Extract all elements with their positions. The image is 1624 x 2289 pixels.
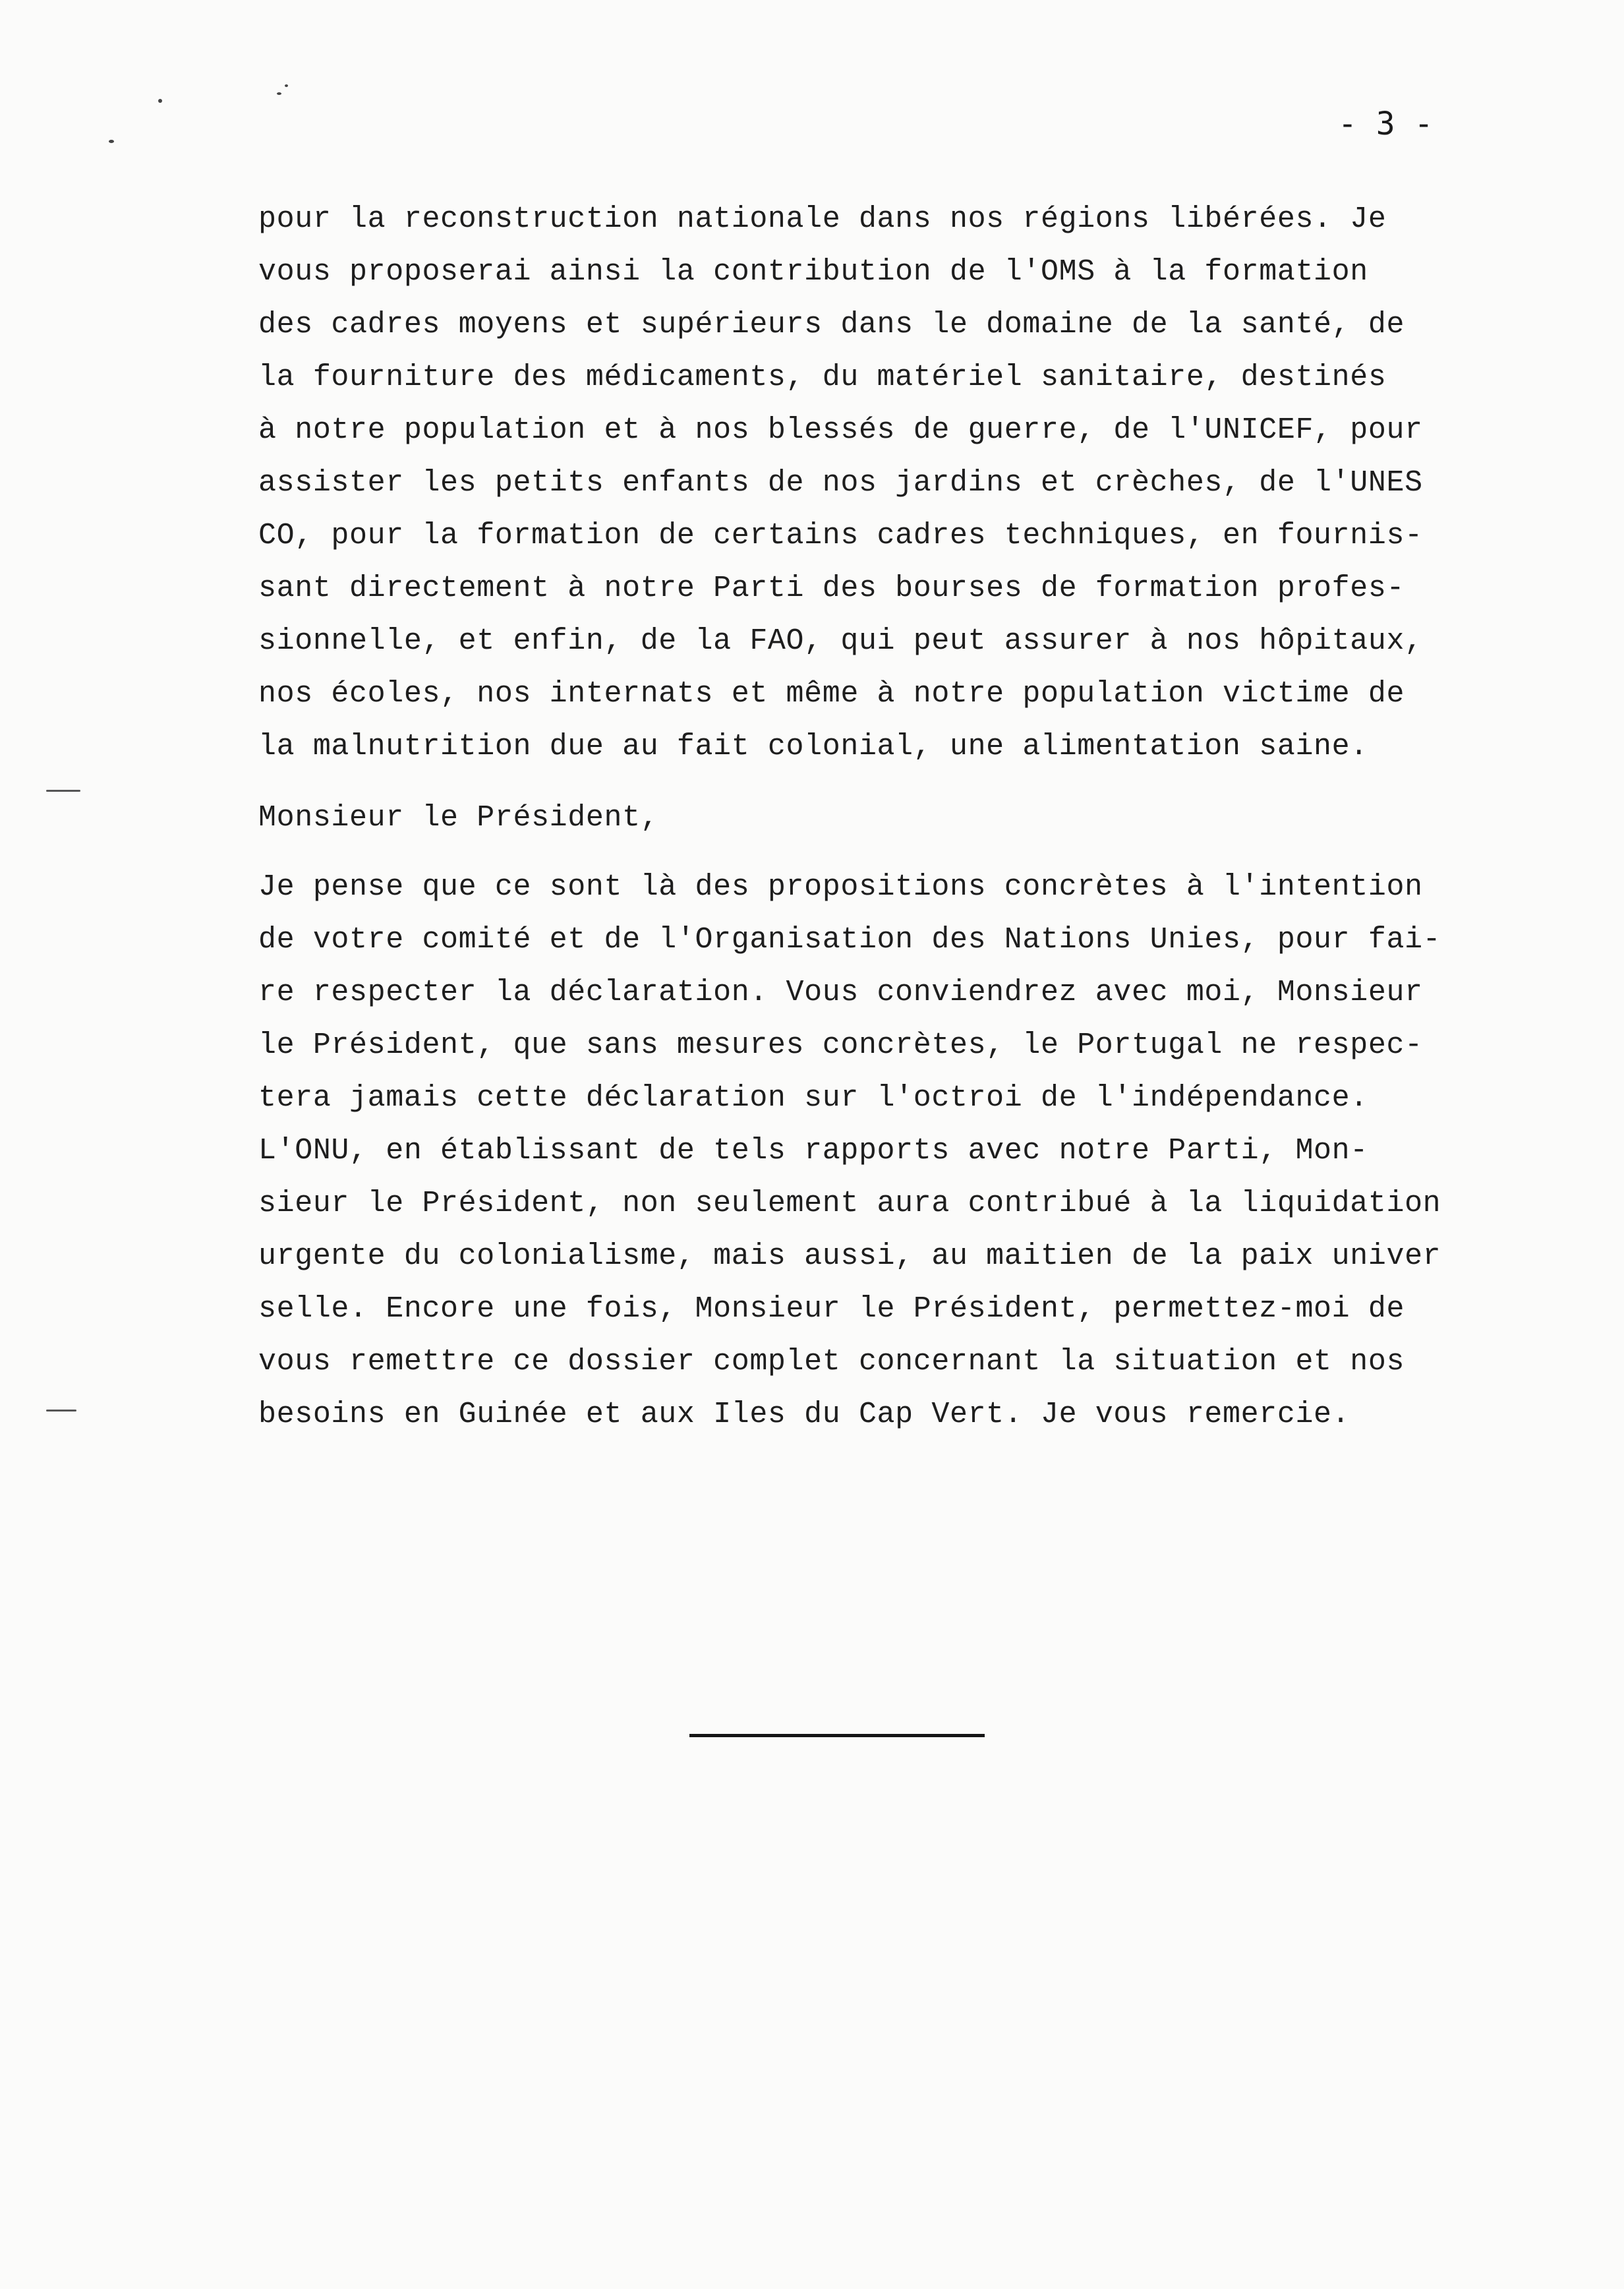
body-line: assister les petits enfants de nos jardins et crèches, de l'UNES	[258, 466, 1423, 500]
scan-speck	[285, 84, 288, 87]
body-line: re respecter la déclaration. Vous conviendrez avec moi, Monsieur	[258, 976, 1423, 1009]
scan-speck	[158, 99, 162, 103]
body-line: à notre population et à nos blessés de guerre, de l'UNICEF, pour	[258, 413, 1423, 447]
body-line: tera jamais cette déclaration sur l'octroi de l'indépendance.	[258, 1081, 1368, 1115]
body-line: sionnelle, et enfin, de la FAO, qui peut assurer à nos hôpitaux,	[258, 624, 1423, 658]
closing-rule	[689, 1734, 985, 1737]
body-line: nos écoles, nos internats et même à notre population victime de	[258, 677, 1405, 711]
body-line: vous proposerai ainsi la contribution de l'OMS à la formation	[258, 255, 1368, 289]
body-line: L'ONU, en établissant de tels rapports avec notre Parti, Mon-	[258, 1134, 1368, 1168]
body-line: la fourniture des médicaments, du matériel sanitaire, destinés	[258, 361, 1387, 394]
body-line: Je pense que ce sont là des propositions concrètes à l'intention	[258, 870, 1423, 904]
body-line: urgente du colonialisme, mais aussi, au maitien de la paix univer	[258, 1239, 1441, 1273]
body-line: de votre comité et de l'Organisation des Nations Unies, pour fai-	[258, 923, 1441, 957]
scan-speck	[109, 140, 114, 143]
margin-scan-mark	[46, 1410, 76, 1412]
body-line: besoins en Guinée et aux Iles du Cap Vert. Je vous remercie.	[258, 1398, 1350, 1431]
margin-scan-mark	[46, 790, 80, 792]
body-line: vous remettre ce dossier complet concernant la situation et nos	[258, 1345, 1405, 1379]
body-line: sieur le Président, non seulement aura contribué à la liquidation	[258, 1187, 1441, 1220]
body-line: selle. Encore une fois, Monsieur le Président, permettez-moi de	[258, 1292, 1405, 1326]
salutation: Monsieur le Président,	[258, 801, 659, 835]
body-line: des cadres moyens et supérieurs dans le domaine de la santé, de	[258, 308, 1405, 342]
body-line: sant directement à notre Parti des bourses de formation profes-	[258, 572, 1405, 605]
body-line: le Président, que sans mesures concrètes, le Portugal ne respec-	[258, 1028, 1423, 1062]
body-line: la malnutrition due au fait colonial, une alimentation saine.	[258, 730, 1368, 763]
body-line: pour la reconstruction nationale dans nos régions libérées. Je	[258, 202, 1387, 236]
body-line: CO, pour la formation de certains cadres techniques, en fournis-	[258, 519, 1423, 552]
scan-speck	[277, 92, 281, 95]
page-number: - 3 -	[1338, 105, 1434, 142]
